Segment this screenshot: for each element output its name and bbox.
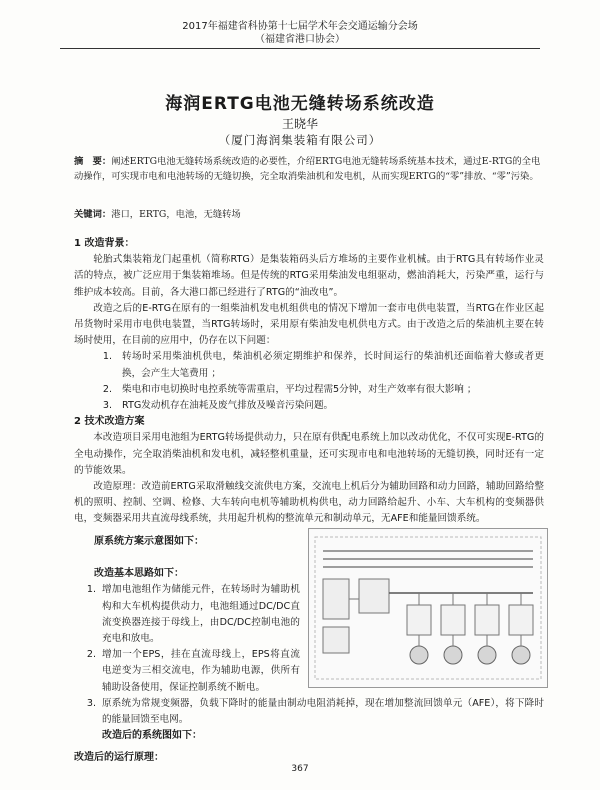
section-2-heading: 2 技术改造方案 <box>74 416 145 428</box>
keywords-text: 港口，ERTG，电池，无缝转场 <box>111 209 241 220</box>
author: 王晓华 <box>281 117 318 131</box>
basic-idea-heading: 改造基本思路如下： <box>94 568 184 580</box>
keywords <box>74 206 542 220</box>
section-2-paragraph-2: 改造原理：改造前ERTG采取滑触线交流供电方案，交流电上机后分为辅助回路和动力回路，辅助回路给整机的照明、控制、空调、检修、大车转向电机等辅助机构供电，动力回路给起升、小车、大车机构的变频器供电，变频器采用共直流母线系统，共用起升机构的整流单元和制动单元，无AFE和能量回馈系统。 <box>74 481 544 525</box>
page-number: 367 <box>291 764 309 774</box>
section-1-paragraph-2: 改造之后的E-RTG在原有的一组柴油机发电机组供电的情况下增加一套市电供电装置，当RTG在作业区起吊货物时采用市电供电装置，当RTG转场时，采用原有柴油发电机供电方式。由于改造之后的柴油机主要在转场时使用，在目前的应用中，仍存在以下问题： <box>74 302 544 347</box>
list-item: 3. RTG发动机存在油耗及废气排放及噪音污染问题。 <box>102 400 334 412</box>
operation-heading: 改造后的运行原理： <box>74 752 164 763</box>
abstract-text: 阐述ERTG电池无缝转场系统改造的必要性，介绍ERTG电池无缝转场系统基本技术，通过E-RTG的全电动操作，可实现市电和电池转场的无缝切换，完全取消柴油机和发电机，从而实现ERTG的“零”排放、“零”污染。 <box>74 156 541 182</box>
header-line-2: （福建省港口协会） <box>255 34 345 45</box>
section-2-left-column <box>74 534 300 696</box>
section-1 <box>74 236 544 528</box>
affiliation: （厦门海润集装箱有限公司） <box>218 133 382 147</box>
after-caption: 改造后的系统图如下： <box>102 730 202 742</box>
running-header <box>0 20 600 46</box>
header-line-1: 2017年福建省科协第十七届学术年会交通运输分会场 <box>182 21 418 32</box>
abstract-label: 摘 要： <box>74 156 112 167</box>
abstract <box>74 155 542 184</box>
list-item: 2. 柴电和市电切换时电控系统等需重启，平均过程需5分钟，对生产效率有很大影响 ； <box>102 383 477 395</box>
list-item: 3. 原系统为常规变频器，负载下降时的能量由制动电阻消耗掉，现在增加整流回馈单元（AFE），将下降时的能量回馈至电网。 <box>86 698 544 726</box>
keywords-label: 关键词： <box>74 209 112 220</box>
paper-title: 海润ERTG电池无缝转场系统改造 <box>165 94 435 114</box>
header-rule <box>60 48 540 49</box>
list-item: 2. 增加一个EPS，挂在直流母线上，EPS将直流电逆变为三相交流电，作为辅助电源，供所有辅助设备使用，保证控制系统不断电。 <box>86 649 300 693</box>
section-1-heading: 1 改造背景： <box>74 238 135 249</box>
section-2-paragraph-1: 本改造项目采用电池组为ERTG转场提供动力，只在原有供配电系统上加以改动优化，不仅可实现E-RTG的全电动操作，完全取消柴油机和发电机，减轻整机重量，还可实现市电和电池转场的无缝切换，同时还有一定的节能效果。 <box>74 432 544 476</box>
section-1-paragraph-1: 轮胎式集装箱龙门起重机（简称RTG）是集装箱码头后方堆场的主要作业机械。由于RTG具有转场作业灵活的特点，被广泛应用于集装箱堆场。但是传统的RTG采用柴油发电组驱动，燃油消耗大，污染严重，运行与维护成本较高。目前，各大港口都已经进行了RTG的“油改电”。 <box>74 254 544 298</box>
diagram-caption: 原系统方案示意图如下： <box>94 536 204 547</box>
section-2-continued <box>74 696 544 745</box>
list-item: 1. 转场时采用柴油机供电，柴油机必须定期维护和保养，长时间运行的柴油机还面临着大修或者更换，会产生大笔费用 ； <box>102 351 544 379</box>
list-item: 1. 增加电池组作为储能元件，在转场时为辅助机构和大车机构提供动力，电池组通过DC/DC直流变换器连接于母线上，由DC/DC控制电池的充电和放电。 <box>86 584 300 645</box>
original-system-diagram <box>308 528 548 688</box>
